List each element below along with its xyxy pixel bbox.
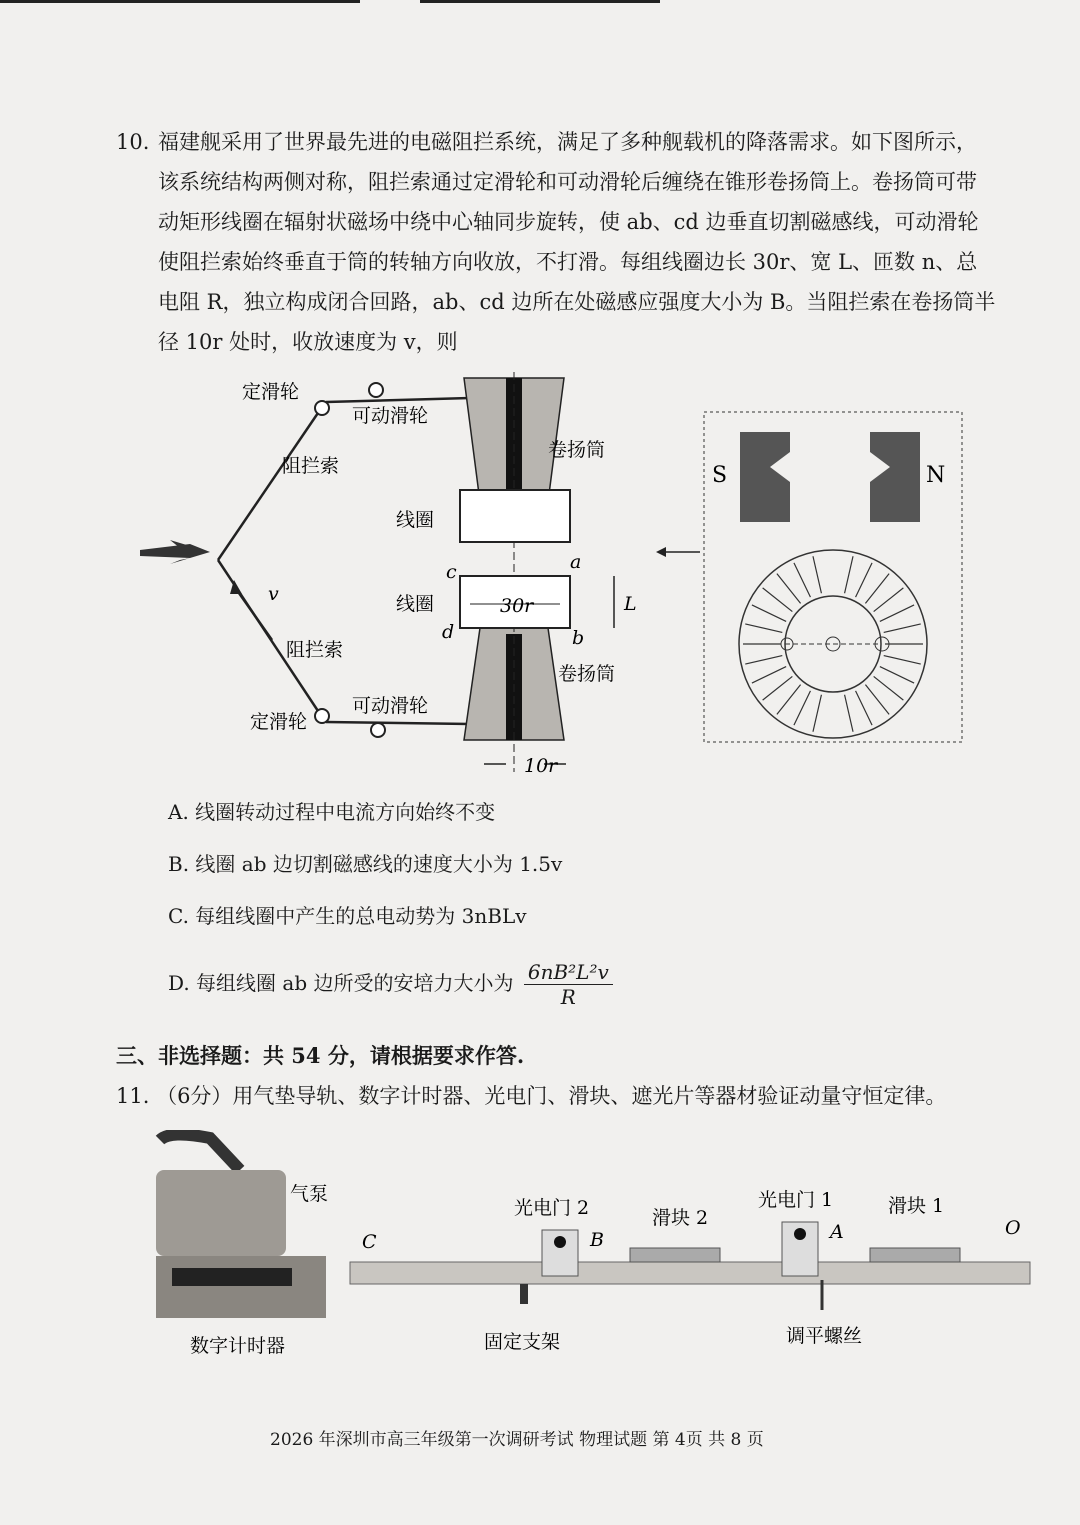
option-B[interactable]: B. 线圈 ab 边切割磁感线的速度大小为 1.5v [168, 852, 563, 876]
field-line [745, 624, 782, 632]
section-3-heading: 三、非选择题：共 54 分，请根据要求作答. [116, 1043, 525, 1068]
field-line [752, 667, 786, 683]
pump-hose [160, 1134, 240, 1170]
field-line [794, 691, 810, 725]
airplane-icon [140, 540, 210, 564]
label-O: O [1005, 1217, 1021, 1239]
field-line [752, 605, 786, 621]
fixed-pulley-bottom-icon [315, 709, 329, 723]
air-track-apparatus [150, 1130, 1050, 1370]
field-line [794, 563, 810, 597]
field-line [856, 563, 872, 597]
fraction-denominator: R [560, 985, 576, 1009]
label-coil-top: 线圈 [396, 509, 435, 531]
coil-top [460, 490, 570, 542]
air-pump-icon [156, 1170, 286, 1256]
field-line [874, 588, 904, 612]
label-30r: 30r [500, 595, 534, 617]
label-coil-bottom: 线圈 [396, 593, 435, 615]
option-D-text: D. 每组线圈 ab 边所受的安培力大小为 [168, 971, 514, 995]
page-footer: 2026 年深圳市高三年级第一次调研考试 物理试题 第 4页 共 8 页 [270, 1430, 764, 1450]
field-line [813, 556, 821, 593]
label-N: N [926, 463, 946, 488]
label-L: L [624, 593, 637, 615]
magnet-N-icon [870, 432, 920, 522]
air-track-rail [350, 1262, 1030, 1284]
pulleys [315, 383, 385, 737]
fixed-pulley-top-icon [315, 401, 329, 415]
field-line [880, 605, 914, 621]
label-b: b [572, 627, 585, 649]
field-line [777, 574, 801, 604]
label-fixed-pulley-bottom: 定滑轮 [250, 711, 308, 733]
slider-1-icon [870, 1248, 960, 1262]
option-D-fraction [524, 960, 613, 1009]
label-drum-bottom: 卷扬筒 [558, 663, 616, 685]
label-velocity: v [268, 583, 279, 605]
movable-pulley-bottom-icon [371, 723, 385, 737]
question-10-number: 10. [116, 130, 150, 154]
field-line [884, 656, 921, 664]
label-gate1: 光电门 1 [758, 1189, 834, 1211]
label-a: a [570, 551, 582, 573]
magnet-S-icon [740, 432, 790, 522]
question-10 [116, 122, 996, 362]
fixed-stand-icon [520, 1284, 528, 1304]
label-c: c [446, 561, 457, 583]
arresting-system-diagram [130, 372, 980, 792]
label-B: B [590, 1229, 604, 1251]
question-11-text: 11. （6分）用气垫导轨、数字计时器、光电门、滑块、遮光片等器材验证动量守恒定律。 [116, 1084, 947, 1108]
label-C: C [362, 1231, 377, 1253]
field-line [745, 656, 782, 664]
label-S: S [712, 463, 728, 488]
option-D[interactable] [168, 960, 613, 1009]
label-pump: 气泵 [290, 1183, 329, 1205]
label-fixed-pulley-top: 定滑轮 [242, 381, 300, 403]
label-cable-top: 阻拦索 [282, 455, 340, 477]
field-line [865, 685, 889, 715]
label-d: d [442, 621, 455, 643]
cable-lines [218, 398, 470, 724]
field-line [874, 676, 904, 700]
field-line [777, 685, 801, 715]
label-stand: 固定支架 [484, 1331, 561, 1353]
label-10r: 10r [524, 755, 558, 777]
field-line [763, 676, 793, 700]
field-line [865, 574, 889, 604]
fraction-numerator: 6nB²L²v [524, 960, 613, 985]
label-screw: 调平螺丝 [786, 1325, 863, 1347]
field-line [763, 588, 793, 612]
slider-2-icon [630, 1248, 720, 1262]
field-line [880, 667, 914, 683]
label-slider1: 滑块 1 [888, 1195, 945, 1217]
label-cable-bottom: 阻拦索 [286, 639, 344, 661]
field-line [813, 695, 821, 732]
movable-pulley-top-icon [369, 383, 383, 397]
field-line [856, 691, 872, 725]
field-line [845, 695, 853, 732]
option-A[interactable]: A. 线圈转动过程中电流方向始终不变 [168, 800, 496, 824]
top-rule-left [0, 0, 360, 3]
label-slider2: 滑块 2 [652, 1207, 709, 1229]
top-rule-right [420, 0, 660, 3]
label-movable-pulley-bottom: 可动滑轮 [352, 695, 429, 717]
field-line [884, 624, 921, 632]
label-timer: 数字计时器 [190, 1335, 286, 1357]
label-drum-top: 卷扬筒 [548, 439, 606, 461]
label-A: A [830, 1221, 844, 1243]
label-movable-pulley-top: 可动滑轮 [352, 405, 429, 427]
label-gate2: 光电门 2 [514, 1197, 590, 1219]
question-10-text: 福建舰采用了世界最先进的电磁阻拦系统，满足了多种舰载机的降落需求。如下图所示，该系统结构两侧对称，阻拦索通过定滑轮和可动滑轮后缠绕在锥形卷扬筒上。卷扬筒可带动矩形线圈在辐射状磁场中绕中心轴同步旋转，使 ab、cd 边垂直切割磁感线，可动滑轮使阻拦索始终垂直于筒的转轴方向收放，不打滑。每组线圈边长 30r、宽 L、匝数 n、总电阻 R，独立构成闭合回路，ab、cd 边所在处磁感应强度大小为 B。当阻拦索在卷扬筒半径 10r 处时，收放速度为 v，则 [158, 130, 996, 354]
digital-timer-icon [156, 1256, 326, 1318]
field-line [845, 556, 853, 593]
option-C[interactable]: C. 每组线圈中产生的总电动势为 3nBLv [168, 904, 527, 928]
